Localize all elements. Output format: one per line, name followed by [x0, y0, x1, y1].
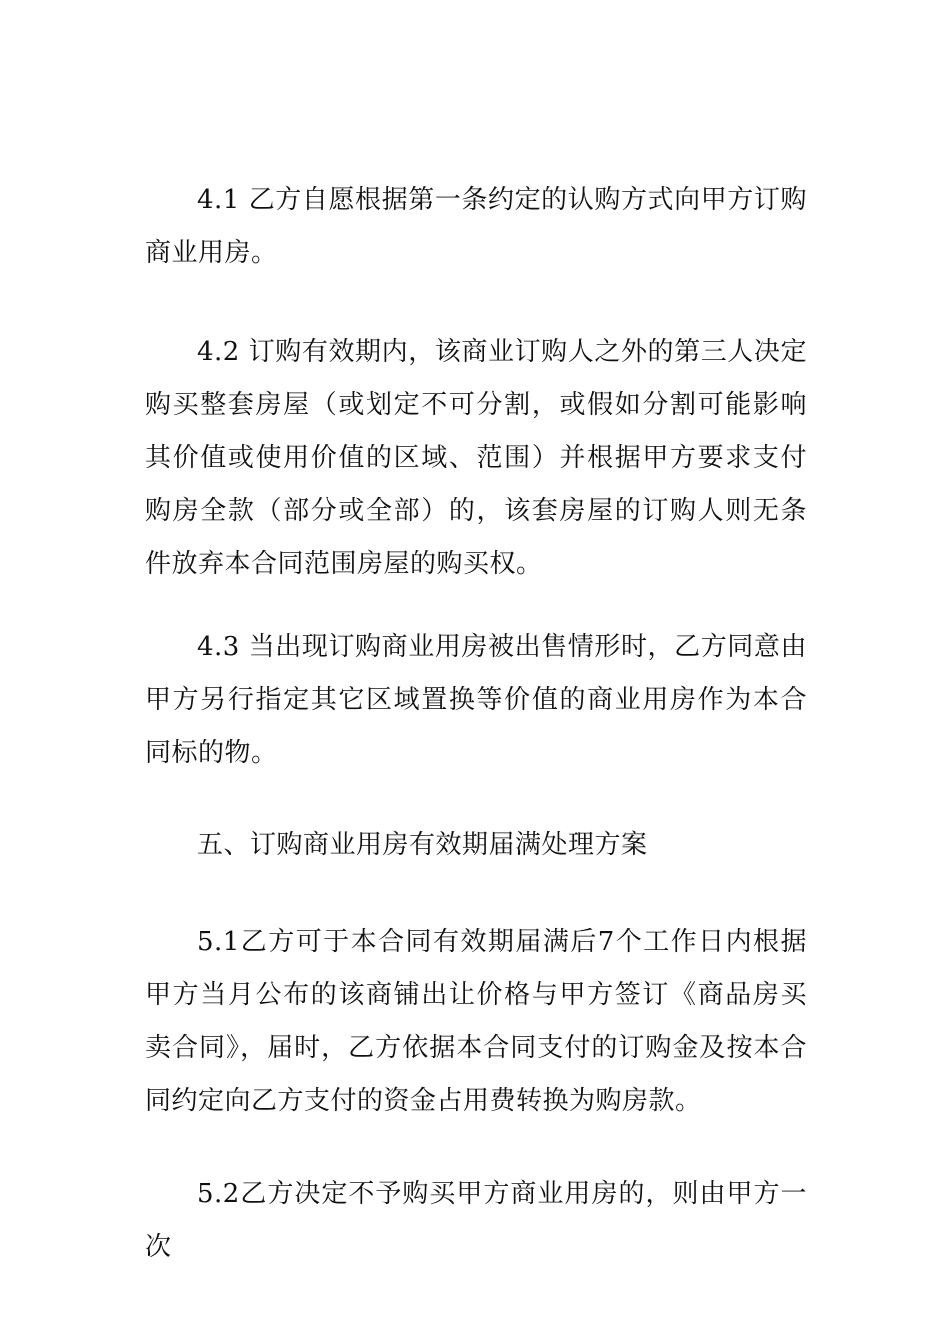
clause-5-2: 5.2乙方决定不予购买甲方商业用房的，则由甲方一次	[145, 1179, 807, 1262]
clause-4-3: 4.3 当出现订购商业用房被出售情形时，乙方同意由甲方另行指定其它区域置换等价值的商业用房作为本合同标的物。	[145, 632, 807, 768]
clause-5-1: 5.1乙方可于本合同有效期届满后7个工作日内根据甲方当月公布的该商铺出让价格与甲方签订《商品房买卖合同》，届时，乙方依据本合同支付的订购金及按本合同约定向乙方支付的资金占用费转换为购房款。	[145, 927, 807, 1116]
clause-4-2: 4.2 订购有效期内，该商业订购人之外的第三人决定购买整套房屋（或划定不可分割，或假如分割可能影响其价值或使用价值的区域、范围）并根据甲方要求支付购房全款（部分或全部）的，该套房屋的订购人则无条件放弃本合同范围房屋的购买权。	[145, 337, 807, 579]
section-5-heading: 五、订购商业用房有效期届满处理方案	[197, 830, 648, 860]
clause-4-1: 4.1 乙方自愿根据第一条约定的认购方式向甲方订购商业用房。	[145, 185, 807, 268]
